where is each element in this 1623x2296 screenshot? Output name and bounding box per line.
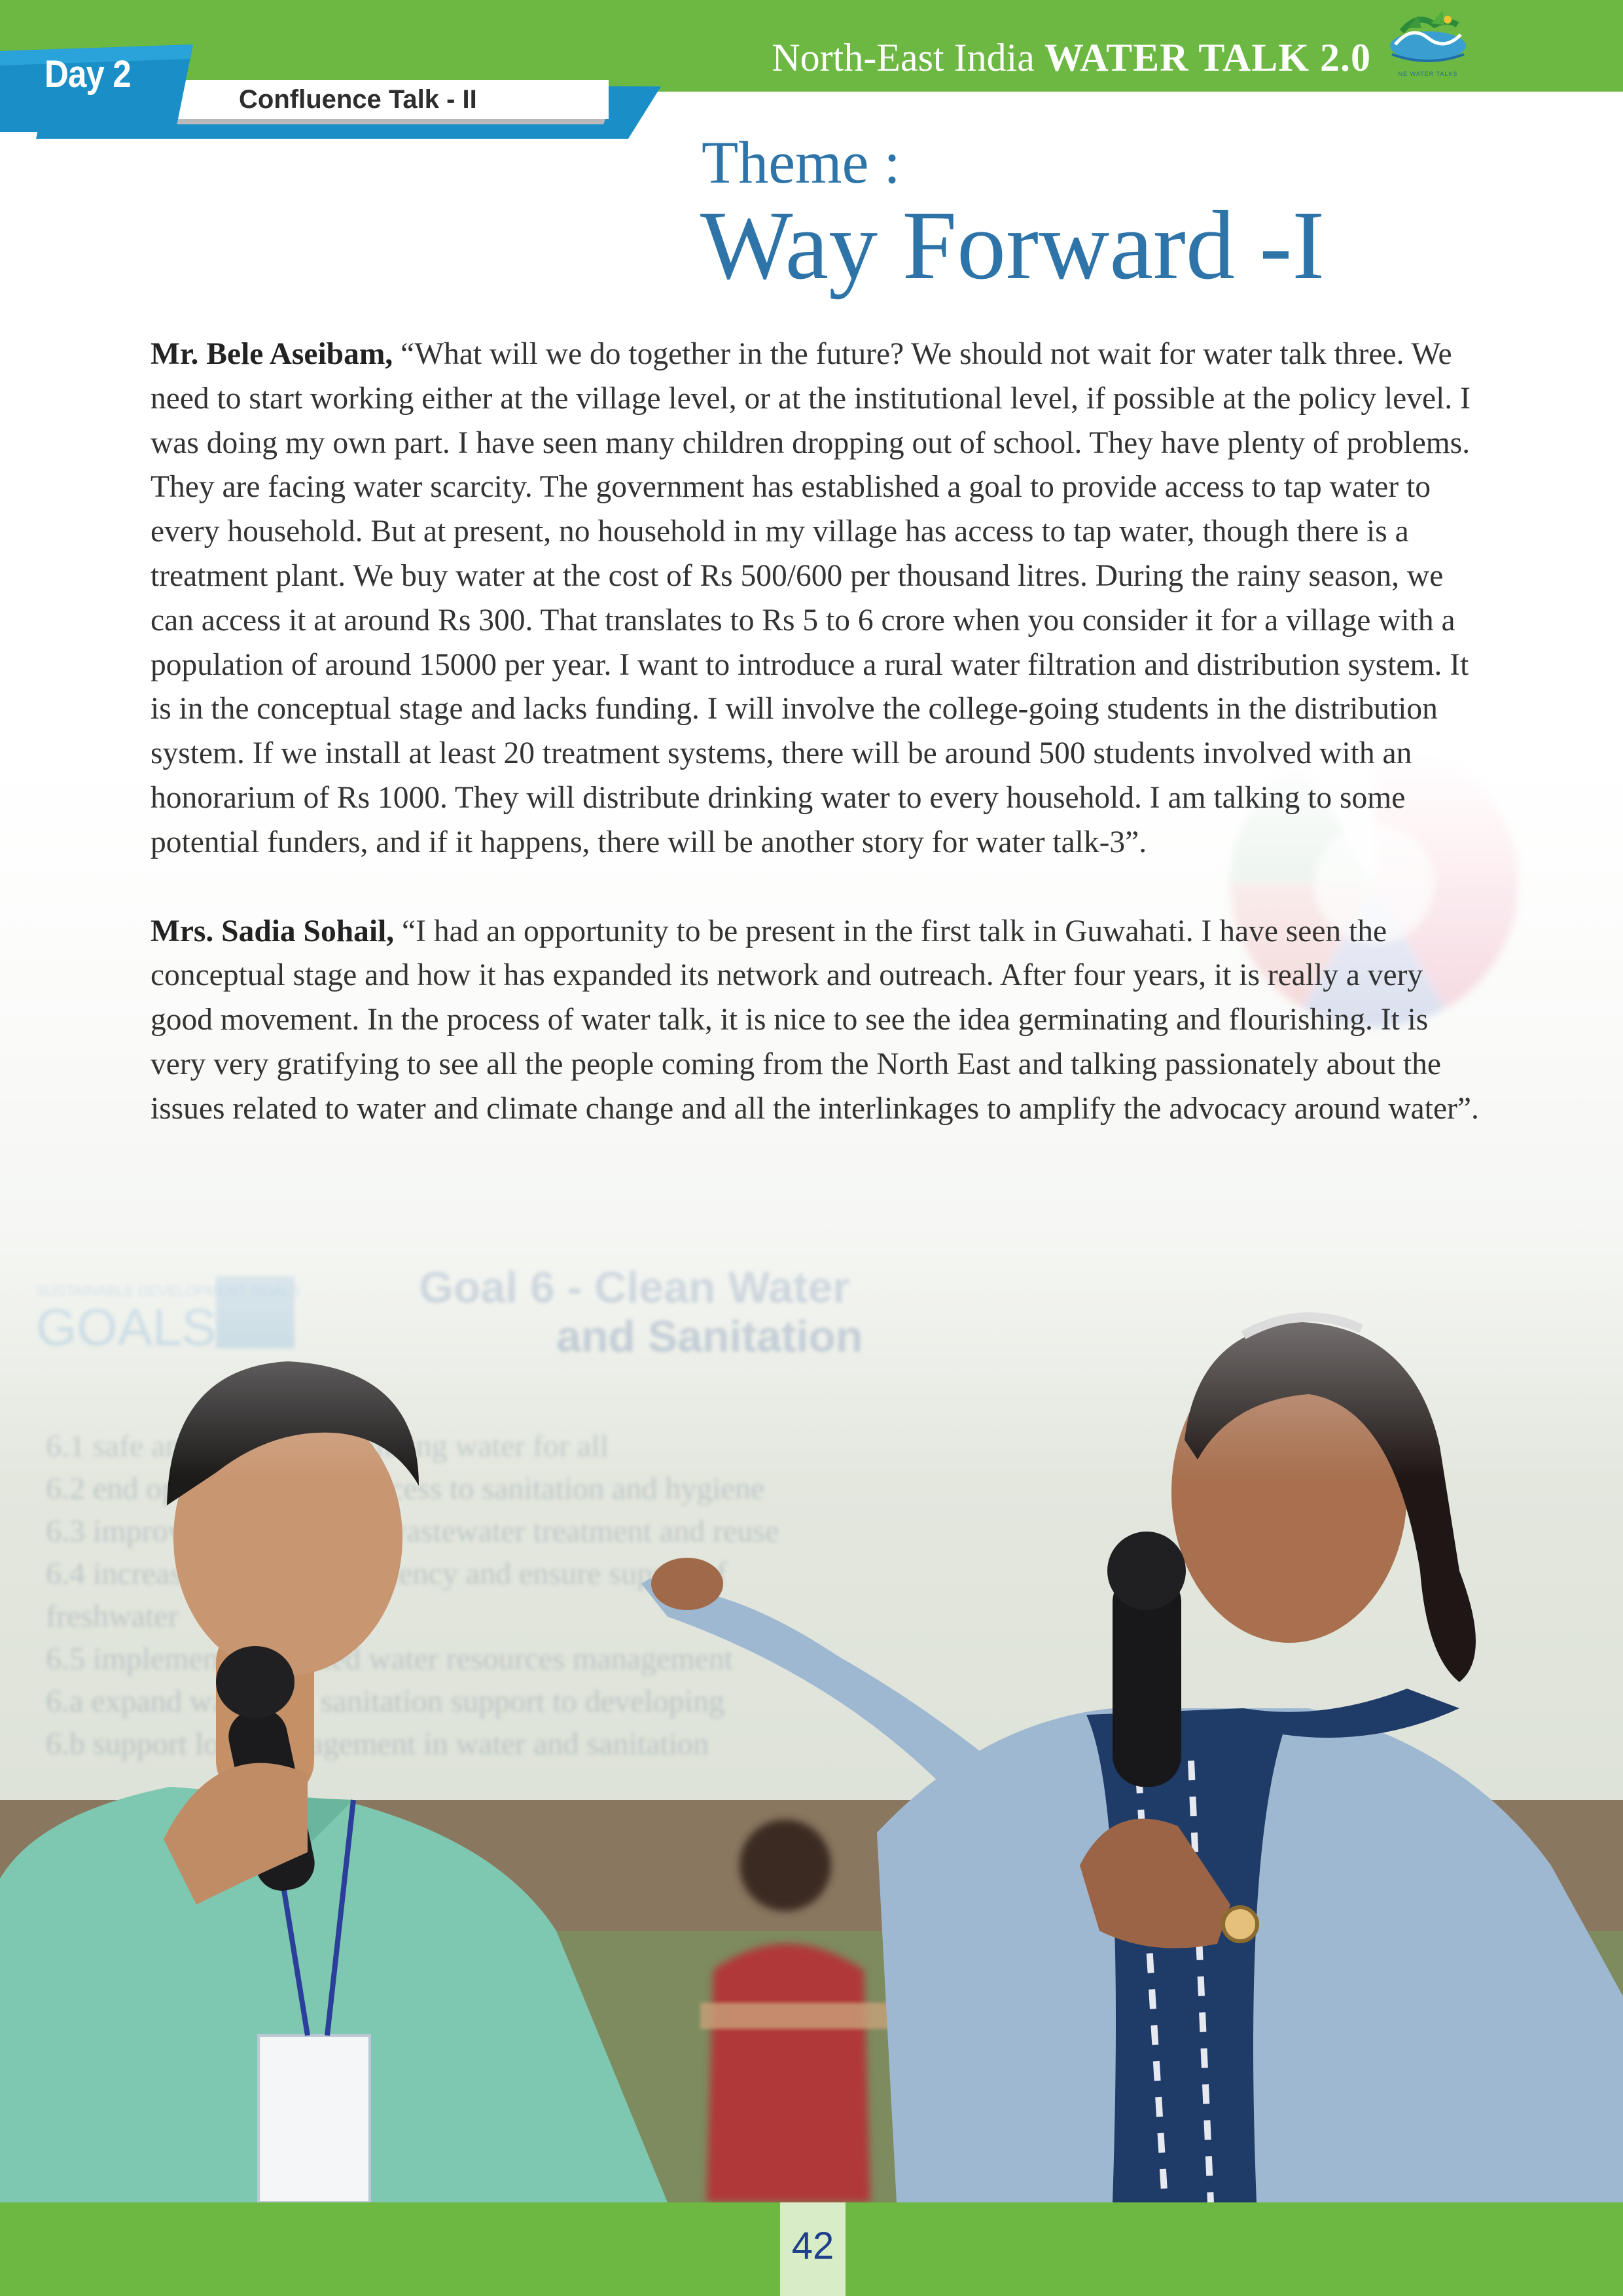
speech-paragraph — [151, 332, 1486, 865]
logo — [1382, 5, 1474, 84]
speaker-name: Mrs. Sadia Sohail, — [151, 914, 395, 948]
theme-title: Way Forward -I — [700, 191, 1325, 300]
speech-paragraph — [151, 910, 1486, 1132]
speech-text: “I had an opportunity to be present in the first talk in Guwahati. I have seen the conceptual stage and how it has expanded its network and outreach. After four years, it is really a very good movement. In the process of water talk, it is nice to see the idea germinating and flourishing. It is very very gratifying to see all the people coming from the North East and talking passionately about the issues related to water and climate change and all the interlinkages to amplify the advocacy around water”. — [151, 914, 1479, 1126]
header-title-prefix: North-East India — [772, 36, 1035, 79]
logo-text: NE WATER TALKS — [1398, 71, 1458, 77]
page-number: 42 — [791, 2225, 834, 2267]
article-body — [151, 332, 1486, 1176]
speaker-name: Mr. Bele Aseibam, — [151, 337, 393, 371]
theme-label: Theme : — [702, 129, 901, 196]
water-talk-logo-icon — [1382, 5, 1474, 71]
session-label: Confluence Talk - II — [239, 85, 477, 114]
header-title-main: WATER TALK 2.0 — [1044, 36, 1371, 79]
day-label: Day 2 — [45, 53, 131, 96]
header-title — [772, 38, 1371, 77]
speech-text: “What will we do together in the future? We should not wait for water talk three. We need to start working either at the village level, or at the institutional level, if possible at the policy level. I was doing my own part. I have seen many children dropping out of school. They have plenty of problems. They are facing water scarcity. The government has established a goal to provide access to tap water to every household. But at present, no household in my village has access to tap water, though there is a treatment plant. We buy water at the cost of Rs 500/600 per thousand litres. During the rainy season, we can access it at around Rs 300. That translates to Rs 5 to 6 crore when you consider it for a village with a population of around 15000 per year. I want to introduce a rural water filtration and distribution system. It is in the conceptual stage and lacks funding. I will involve the college-going students in the distribution system. If we install at least 20 treatment systems, there will be around 500 students involved with an honorarium of Rs 1000. They will distribute drinking water to every household. I am talking to some potential funders, and if it happens, there will be another story for water talk-3”. — [151, 337, 1471, 859]
